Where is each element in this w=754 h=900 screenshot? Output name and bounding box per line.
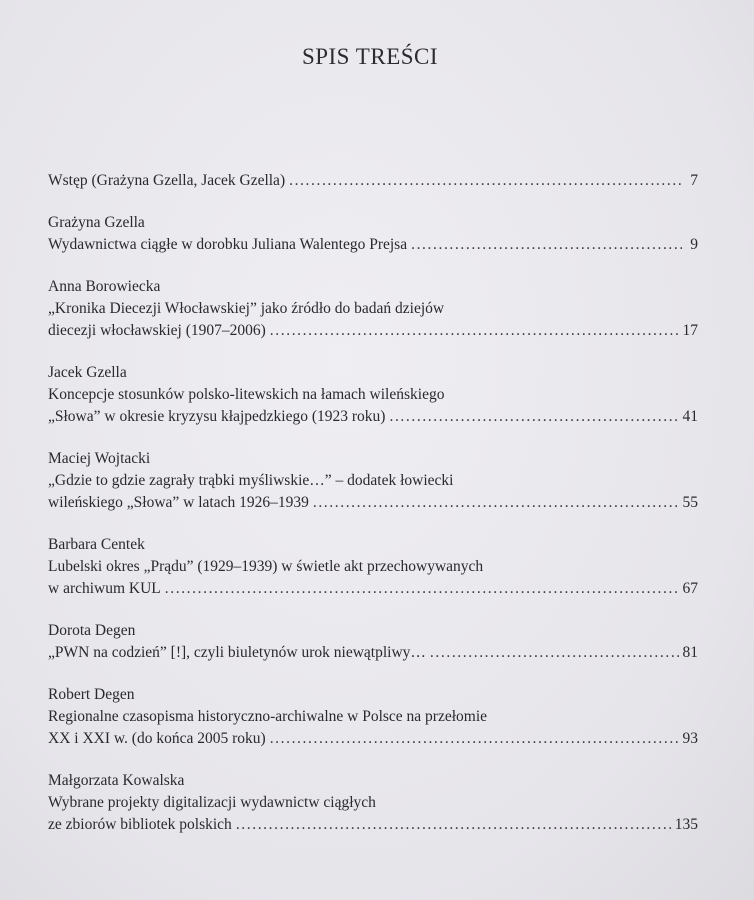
- dot-leader: [165, 578, 679, 600]
- toc-entry-page-number: 41: [682, 408, 698, 425]
- page-title: SPIS TREŚCI: [301, 44, 439, 69]
- toc-entry: [48, 362, 698, 428]
- dot-leader: [270, 728, 679, 750]
- toc-entry-title-line: Regionalne czasopisma historyczno-archiwalne w Polsce na przełomie: [48, 708, 488, 725]
- dot-leader: [270, 320, 679, 342]
- table-of-contents: [48, 170, 698, 856]
- toc-entry: [48, 448, 698, 514]
- toc-entry-author: Maciej Wojtacki: [48, 450, 151, 467]
- toc-entry-title-line: w archiwum KUL: [48, 580, 161, 597]
- dot-leader: [289, 170, 682, 192]
- dot-leader: [430, 642, 679, 664]
- toc-entry-title-line: diecezji włocławskiej (1907–2006): [48, 322, 266, 339]
- toc-entry-leader-row: [48, 170, 698, 192]
- toc-entry-page-number: 55: [682, 494, 698, 511]
- toc-entry: [48, 620, 698, 664]
- dot-leader: [313, 492, 679, 514]
- toc-entry: [48, 534, 698, 600]
- toc-entry: [48, 170, 698, 192]
- toc-entry-page-number: 81: [682, 644, 698, 661]
- toc-entry-leader-row: [48, 492, 698, 514]
- toc-entry-page-number: 93: [682, 730, 698, 747]
- toc-entry: [48, 212, 698, 256]
- toc-entry: [48, 276, 698, 342]
- toc-entry-title-line: „Kronika Diecezji Włocławskiej” jako źródło do badań dziejów: [48, 300, 445, 317]
- toc-entry-page-number: 9: [690, 236, 698, 253]
- toc-entry-page-number: 7: [690, 172, 698, 189]
- toc-entry-title-line: Lubelski okres „Prądu” (1929–1939) w świetle akt przechowywanych: [48, 558, 484, 575]
- toc-entry-leader-row: [48, 728, 698, 750]
- dot-leader: [411, 234, 682, 256]
- toc-entry-author: Anna Borowiecka: [48, 278, 161, 295]
- toc-entry: [48, 770, 698, 836]
- toc-entry-title-line: Wstęp (Grażyna Gzella, Jacek Gzella): [48, 172, 286, 189]
- toc-entry-title-line: Wybrane projekty digitalizacji wydawnictw ciągłych: [48, 794, 376, 811]
- toc-entry-title-line: Koncepcje stosunków polsko-litewskich na łamach wileńskiego: [48, 386, 445, 403]
- toc-entry-leader-row: [48, 406, 698, 428]
- toc-entry-leader-row: [48, 642, 698, 664]
- toc-entry-author: Dorota Degen: [48, 622, 136, 639]
- toc-entry-title-line: „Słowa” w okresie kryzysu kłajpedzkiego (1923 roku): [48, 408, 386, 425]
- toc-entry-page-number: 67: [682, 580, 698, 597]
- toc-entry: [48, 684, 698, 750]
- toc-entry-author: Jacek Gzella: [48, 364, 127, 381]
- toc-entry-leader-row: [48, 234, 698, 256]
- toc-entry-title-line: wileńskiego „Słowa” w latach 1926–1939: [48, 494, 309, 511]
- toc-entry-author: Barbara Centek: [48, 536, 145, 553]
- toc-entry-title-line: „Gdzie to gdzie zagrały trąbki myśliwskie…” – dodatek łowiecki: [48, 472, 454, 489]
- dot-leader: [389, 406, 678, 428]
- toc-entry-title-line: Wydawnictwa ciągłe w dorobku Juliana Walentego Prejsa: [48, 236, 408, 253]
- dot-leader: [236, 814, 671, 836]
- toc-entry-leader-row: [48, 578, 698, 600]
- toc-entry-title-line: ze zbiorów bibliotek polskich: [48, 816, 232, 833]
- toc-entry-author: Robert Degen: [48, 686, 135, 703]
- toc-entry-page-number: 17: [682, 322, 698, 339]
- toc-entry-page-number: 135: [674, 816, 698, 833]
- toc-entry-author: Grażyna Gzella: [48, 214, 145, 231]
- toc-entry-leader-row: [48, 320, 698, 342]
- toc-entry-title-line: „PWN na codzień” [!], czyli biuletynów urok niewątpliwy…: [48, 644, 426, 661]
- toc-entry-author: Małgorzata Kowalska: [48, 772, 185, 789]
- toc-entry-title-line: XX i XXI w. (do końca 2005 roku): [48, 730, 266, 747]
- toc-entry-leader-row: [48, 814, 698, 836]
